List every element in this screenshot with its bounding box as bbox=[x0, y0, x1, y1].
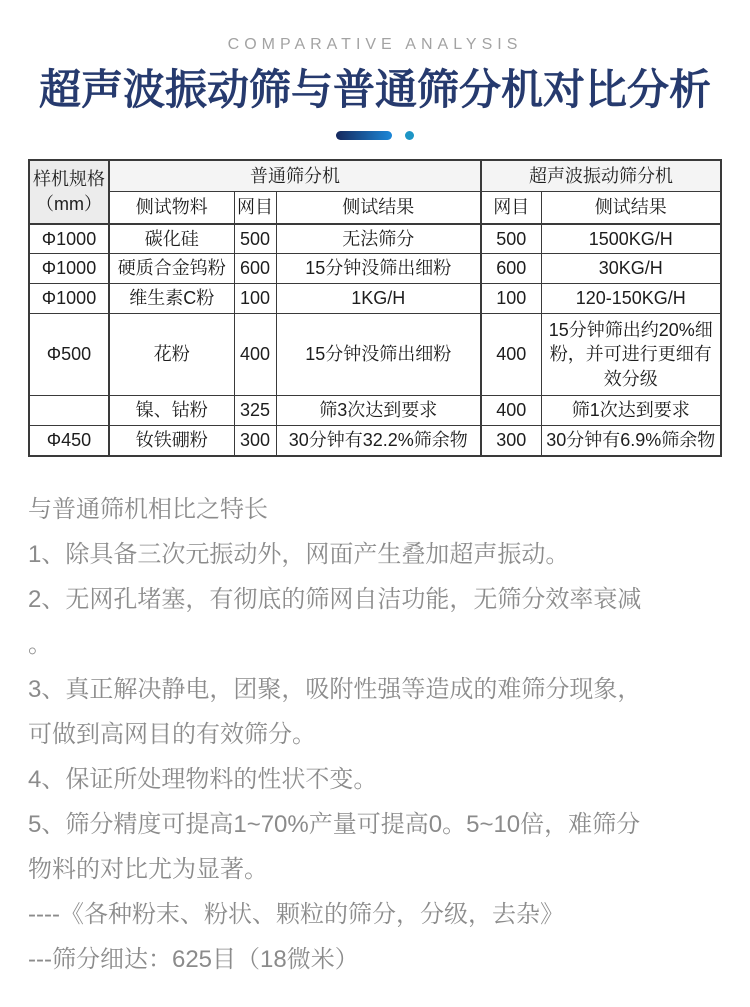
cell-result2: 筛1次达到要求 bbox=[541, 396, 721, 426]
cell-result1: 1KG/H bbox=[276, 284, 481, 314]
cell-mesh2: 600 bbox=[481, 254, 541, 284]
cell-material: 花粉 bbox=[109, 314, 234, 396]
cell-spec: Φ1000 bbox=[29, 224, 109, 254]
table-row bbox=[29, 396, 721, 426]
cell-result1: 30分钟有32.2%筛余物 bbox=[276, 426, 481, 456]
cell-mesh2: 300 bbox=[481, 426, 541, 456]
cell-mesh1: 100 bbox=[234, 284, 276, 314]
cell-spec: Φ500 bbox=[29, 314, 109, 396]
cell-mesh1: 400 bbox=[234, 314, 276, 396]
cell-material: 碳化硅 bbox=[109, 224, 234, 254]
cell-result2: 1500KG/H bbox=[541, 224, 721, 254]
cell-mesh2: 400 bbox=[481, 314, 541, 396]
table-row bbox=[29, 426, 721, 456]
cell-mesh2: 500 bbox=[481, 224, 541, 254]
cell-spec: Φ450 bbox=[29, 426, 109, 456]
table-row bbox=[29, 254, 721, 284]
cell-material: 钕铁硼粉 bbox=[109, 426, 234, 456]
feature-line: 3、真正解决静电，团聚，吸附性强等造成的难筛分现象， bbox=[28, 675, 642, 703]
cell-spec: Φ1000 bbox=[29, 254, 109, 284]
table-subheader-row bbox=[29, 192, 721, 224]
table-cell-mesh2-header: 网目 bbox=[481, 192, 541, 224]
cell-mesh1: 600 bbox=[234, 254, 276, 284]
cell-mesh2: 100 bbox=[481, 284, 541, 314]
spec-header-line1: 样机规格 bbox=[33, 169, 105, 190]
cell-result1: 无法筛分 bbox=[276, 224, 481, 254]
cell-result1: 筛3次达到要求 bbox=[276, 396, 481, 426]
cell-material: 镍、钴粉 bbox=[109, 396, 234, 426]
feature-line: ---筛分细达：625目（18微米） bbox=[28, 945, 359, 973]
cell-result2: 30分钟有6.9%筛余物 bbox=[541, 426, 721, 456]
table-row bbox=[29, 284, 721, 314]
divider-dot-icon bbox=[405, 131, 414, 140]
features-heading: 与普通筛机相比之特长 bbox=[28, 495, 268, 523]
table-cell-result2-header: 侧试结果 bbox=[541, 192, 721, 224]
cell-mesh1: 500 bbox=[234, 224, 276, 254]
cell-mesh1: 325 bbox=[234, 396, 276, 426]
table-cell-group-ultrasonic: 超声波振动筛分机 bbox=[481, 160, 721, 192]
table-cell-result1-header: 侧试结果 bbox=[276, 192, 481, 224]
table-cell-mesh1-header: 网目 bbox=[234, 192, 276, 224]
table-row bbox=[29, 314, 721, 396]
feature-line: 4、保证所处理物料的性状不变。 bbox=[28, 765, 378, 793]
feature-line: ----《各种粉末、粉状、颗粒的筛分，分级，去杂》 bbox=[28, 900, 564, 928]
feature-line: 1、除具备三次元振动外，网面产生叠加超声振动。 bbox=[28, 540, 570, 568]
feature-line: 可做到高网目的有效筛分。 bbox=[28, 720, 316, 748]
table-cell-group-ordinary: 普通筛分机 bbox=[109, 160, 481, 192]
cell-mesh1: 300 bbox=[234, 426, 276, 456]
cell-spec: Φ1000 bbox=[29, 284, 109, 314]
cell-material: 硬质合金钨粉 bbox=[109, 254, 234, 284]
table-group-header-row bbox=[29, 160, 721, 192]
feature-line: 物料的对比尤为显著。 bbox=[28, 855, 268, 883]
cell-spec bbox=[29, 396, 109, 426]
feature-line: 5、筛分精度可提高1~70%产量可提高0。5~10倍，难筛分 bbox=[28, 810, 641, 838]
features-section bbox=[28, 487, 722, 982]
cell-mesh2: 400 bbox=[481, 396, 541, 426]
page-title: 超声波振动筛与普通筛分机对比分析 bbox=[38, 66, 711, 113]
title-divider bbox=[0, 131, 750, 141]
cell-material: 维生素C粉 bbox=[109, 284, 234, 314]
cell-result2: 30KG/H bbox=[541, 254, 721, 284]
cell-result1: 15分钟没筛出细粉 bbox=[276, 254, 481, 284]
divider-pill-icon bbox=[336, 131, 392, 140]
feature-line: 。 bbox=[28, 630, 52, 658]
cell-result2: 120-150KG/H bbox=[541, 284, 721, 314]
comparison-table bbox=[28, 159, 722, 457]
cell-result1: 15分钟没筛出细粉 bbox=[276, 314, 481, 396]
table-cell-material-header: 侧试物料 bbox=[109, 192, 234, 224]
spec-header-line2: （mm） bbox=[36, 193, 102, 214]
eyebrow-text: COMPARATIVE ANALYSIS bbox=[227, 36, 523, 53]
table-row bbox=[29, 224, 721, 254]
feature-line: 2、无网孔堵塞，有彻底的筛网自洁功能，无筛分效率衰减 bbox=[28, 585, 642, 613]
table-cell-spec-header bbox=[29, 160, 109, 224]
cell-result2: 15分钟筛出约20%细粉，并可进行更细有效分级 bbox=[541, 314, 721, 396]
